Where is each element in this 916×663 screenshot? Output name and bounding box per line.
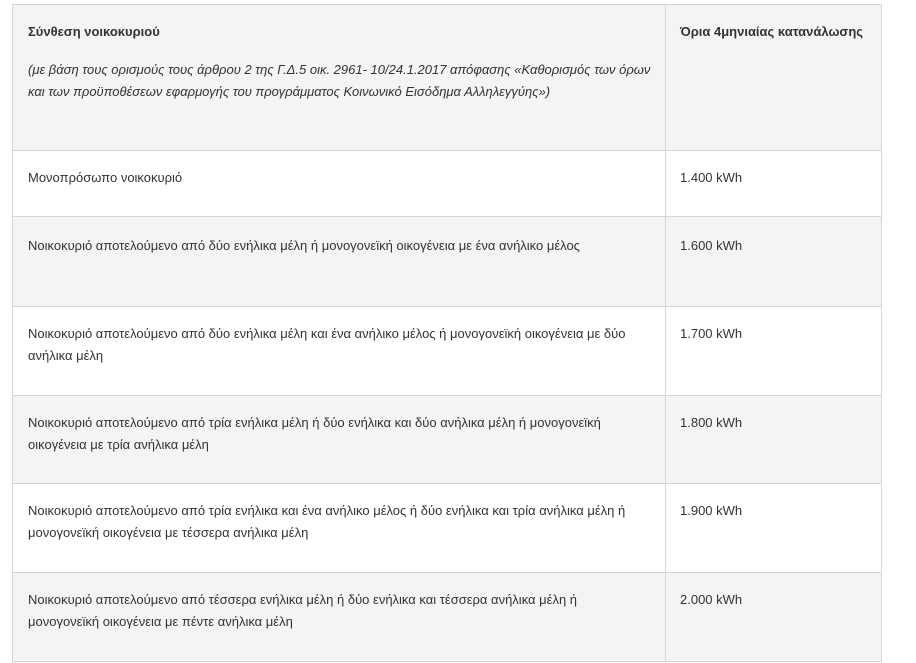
header-limit-cell: [666, 5, 882, 151]
table-row: [13, 484, 882, 573]
header-composition-note: (με βάση τους ορισμούς τους άρθρου 2 της Γ.Δ.5 οικ. 2961- 10/24.1.2017 απόφασης «Καθορισμός των όρων και των προϋποθέσεων εφαρμογής του προγράμματος Κοινωνικό Εισόδημα Αλληλεγγύης»): [28, 62, 651, 99]
composition-cell: Νοικοκυριό αποτελούμενο από τρία ενήλικα μέλη ή δύο ενήλικα και δύο ανήλικα μέλη ή μονογονεϊκή οικογένεια με τρία ανήλικα μέλη: [13, 396, 666, 484]
composition-cell: Νοικοκυριό αποτελούμενο από δύο ενήλικα μέλη ή μονογονεϊκή οικογένεια με ένα ανήλικο μέλος: [13, 217, 666, 307]
limit-cell: 1.400 kWh: [666, 151, 882, 217]
header-limit-title: Όρια 4μηνιαίας κατανάλωσης: [680, 24, 864, 39]
header-composition-title: Σύνθεση νοικοκυριού: [28, 24, 160, 39]
composition-cell: Νοικοκυριό αποτελούμενο από δύο ενήλικα μέλη και ένα ανήλικο μέλος ή μονογονεϊκή οικογένεια με δύο ανήλικα μέλη: [13, 307, 666, 396]
table-row: [13, 573, 882, 662]
limit-cell: 1.600 kWh: [666, 217, 882, 307]
table-row: [13, 151, 882, 217]
header-composition-cell: [13, 5, 666, 151]
composition-cell: Νοικοκυριό αποτελούμενο από τρία ενήλικα και ένα ανήλικο μέλος ή δύο ενήλικα και τρία ανήλικα μέλη ή μονογονεϊκή οικογένεια με τέσσερα ανήλικα μέλη: [13, 484, 666, 573]
table-row: [13, 396, 882, 484]
limit-cell: 1.700 kWh: [666, 307, 882, 396]
table-row: [13, 217, 882, 307]
limit-cell: 1.800 kWh: [666, 396, 882, 484]
table-row: [13, 307, 882, 396]
limit-cell: 2.000 kWh: [666, 573, 882, 662]
limit-cell: 1.900 kWh: [666, 484, 882, 573]
composition-cell: Μονοπρόσωπο νοικοκυριό: [13, 151, 666, 217]
table-header-row: [13, 5, 882, 151]
consumption-limits-table: [12, 4, 882, 662]
composition-cell: Νοικοκυριό αποτελούμενο από τέσσερα ενήλικα μέλη ή δύο ενήλικα και τέσσερα ανήλικα μέλη ή μονογονεϊκή οικογένεια με πέντε ανήλικα μέλη: [13, 573, 666, 662]
